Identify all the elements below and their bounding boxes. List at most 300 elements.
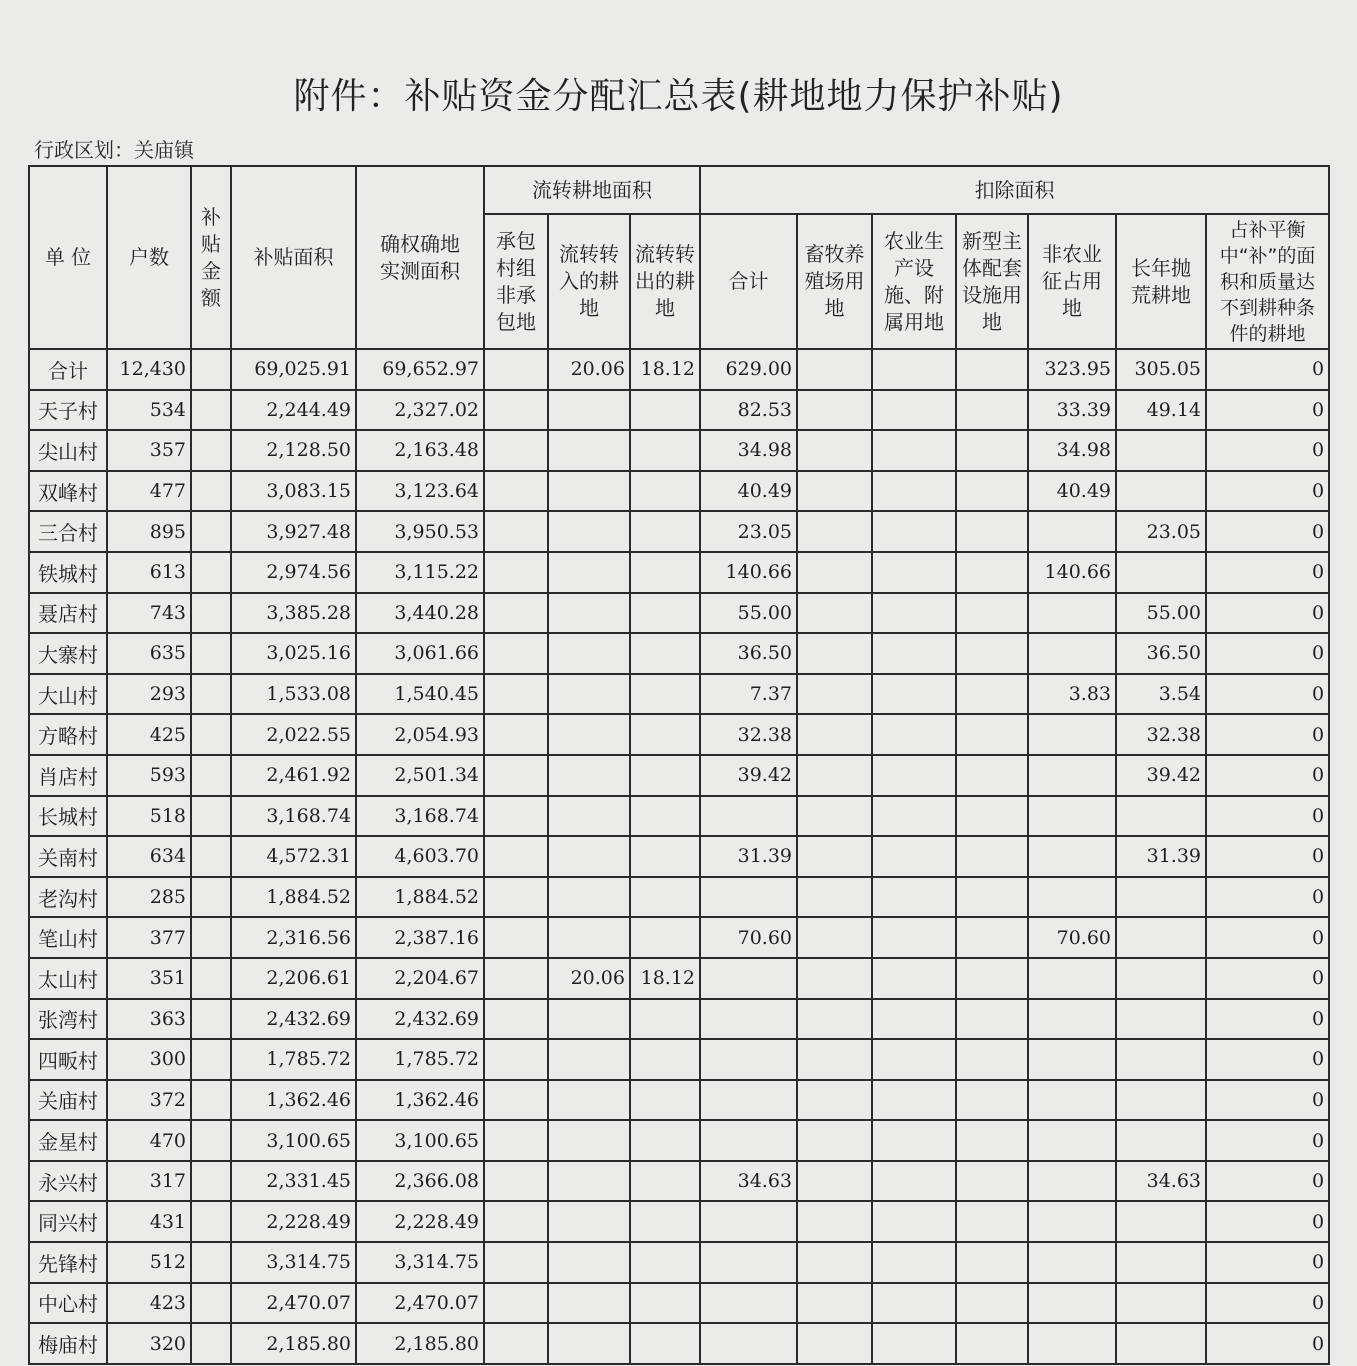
- cell-t-in: [548, 552, 630, 593]
- cell-abandoned: 31.39: [1116, 836, 1206, 877]
- cell-t-out: [630, 999, 700, 1040]
- cell-t-out: [630, 1080, 700, 1121]
- cell-t-out: [630, 674, 700, 715]
- cell-abandoned: 3.54: [1116, 674, 1206, 715]
- cell-confirmed: 3,061.66: [356, 633, 484, 674]
- cell-t-out: [630, 1161, 700, 1202]
- cell-amount: [191, 836, 231, 877]
- cell-abandoned: [1116, 1242, 1206, 1283]
- cell-t-in: [548, 1039, 630, 1080]
- cell-nonagri: [1028, 796, 1116, 837]
- cell-entity: [956, 552, 1028, 593]
- table-row: [29, 877, 1329, 918]
- cell-facility: [872, 999, 956, 1040]
- cell-amount: [191, 999, 231, 1040]
- cell-livestock: [797, 430, 872, 471]
- cell-name: 三合村: [29, 511, 107, 552]
- cell-entity: [956, 999, 1028, 1040]
- cell-balance: 0: [1206, 674, 1329, 715]
- cell-t-out: [630, 1323, 700, 1364]
- table-row: [29, 390, 1329, 431]
- cell-balance: 0: [1206, 1201, 1329, 1242]
- cell-confirmed: 1,785.72: [356, 1039, 484, 1080]
- cell-t-in: [548, 390, 630, 431]
- cell-contract: [484, 349, 548, 390]
- cell-area: 1,362.46: [231, 1080, 356, 1121]
- cell-entity: [956, 511, 1028, 552]
- cell-contract: [484, 917, 548, 958]
- cell-nonagri: [1028, 1283, 1116, 1324]
- cell-facility: [872, 917, 956, 958]
- cell-households: 613: [107, 552, 191, 593]
- cell-t-out: [630, 917, 700, 958]
- cell-nonagri: [1028, 836, 1116, 877]
- cell-d-total: [700, 1120, 797, 1161]
- cell-nonagri: [1028, 1120, 1116, 1161]
- cell-t-in: [548, 430, 630, 471]
- cell-area: 2,461.92: [231, 755, 356, 796]
- cell-amount: [191, 511, 231, 552]
- cell-confirmed: 2,204.67: [356, 958, 484, 999]
- cell-livestock: [797, 552, 872, 593]
- header-abandoned: 长年抛荒耕地: [1116, 214, 1206, 349]
- header-subsidy-amount: 补贴金额: [191, 166, 231, 349]
- cell-t-out: [630, 1201, 700, 1242]
- cell-confirmed: 69,652.97: [356, 349, 484, 390]
- cell-facility: [872, 836, 956, 877]
- cell-name: 同兴村: [29, 1201, 107, 1242]
- cell-t-in: [548, 1080, 630, 1121]
- cell-entity: [956, 471, 1028, 512]
- cell-entity: [956, 430, 1028, 471]
- cell-confirmed: 2,054.93: [356, 714, 484, 755]
- cell-nonagri: [1028, 755, 1116, 796]
- total-row: [29, 349, 1329, 390]
- cell-d-total: 82.53: [700, 390, 797, 431]
- cell-t-out: [630, 1283, 700, 1324]
- cell-contract: [484, 796, 548, 837]
- cell-nonagri: 323.95: [1028, 349, 1116, 390]
- cell-contract: [484, 755, 548, 796]
- cell-abandoned: 55.00: [1116, 593, 1206, 634]
- cell-contract: [484, 593, 548, 634]
- cell-contract: [484, 390, 548, 431]
- cell-t-out: [630, 796, 700, 837]
- cell-balance: 0: [1206, 877, 1329, 918]
- cell-confirmed: 3,314.75: [356, 1242, 484, 1283]
- cell-confirmed: 2,228.49: [356, 1201, 484, 1242]
- cell-confirmed: 2,327.02: [356, 390, 484, 431]
- cell-abandoned: [1116, 552, 1206, 593]
- cell-area: 2,228.49: [231, 1201, 356, 1242]
- cell-facility: [872, 511, 956, 552]
- cell-contract: [484, 999, 548, 1040]
- cell-households: 357: [107, 430, 191, 471]
- cell-t-out: [630, 430, 700, 471]
- cell-households: 377: [107, 917, 191, 958]
- header-new-entity: 新型主体配套设施用地: [956, 214, 1028, 349]
- cell-facility: [872, 1283, 956, 1324]
- cell-households: 285: [107, 877, 191, 918]
- cell-t-out: [630, 390, 700, 431]
- header-transfer-out: 流转转出的耕地: [630, 214, 700, 349]
- cell-d-total: 31.39: [700, 836, 797, 877]
- cell-confirmed: 3,168.74: [356, 796, 484, 837]
- cell-t-out: [630, 511, 700, 552]
- cell-name: 四畈村: [29, 1039, 107, 1080]
- cell-contract: [484, 1242, 548, 1283]
- cell-nonagri: [1028, 511, 1116, 552]
- cell-d-total: 36.50: [700, 633, 797, 674]
- header-nonagri: 非农业征占用地: [1028, 214, 1116, 349]
- cell-amount: [191, 958, 231, 999]
- cell-facility: [872, 552, 956, 593]
- cell-amount: [191, 552, 231, 593]
- cell-t-out: [630, 1039, 700, 1080]
- cell-balance: 0: [1206, 511, 1329, 552]
- cell-facility: [872, 430, 956, 471]
- cell-d-total: 23.05: [700, 511, 797, 552]
- table-row: [29, 1120, 1329, 1161]
- cell-confirmed: 2,432.69: [356, 999, 484, 1040]
- cell-d-total: [700, 958, 797, 999]
- cell-name: 方略村: [29, 714, 107, 755]
- cell-name: 中心村: [29, 1283, 107, 1324]
- cell-area: 69,025.91: [231, 349, 356, 390]
- cell-d-total: 34.98: [700, 430, 797, 471]
- cell-households: 512: [107, 1242, 191, 1283]
- cell-contract: [484, 633, 548, 674]
- cell-livestock: [797, 836, 872, 877]
- cell-livestock: [797, 633, 872, 674]
- cell-t-in: [548, 836, 630, 877]
- cell-t-out: [630, 471, 700, 512]
- table-row: [29, 1242, 1329, 1283]
- cell-nonagri: 33.39: [1028, 390, 1116, 431]
- cell-facility: [872, 1323, 956, 1364]
- table-row: [29, 999, 1329, 1040]
- cell-balance: 0: [1206, 999, 1329, 1040]
- cell-t-out: 18.12: [630, 349, 700, 390]
- header-transfer-group: 流转耕地面积: [484, 166, 700, 214]
- cell-d-total: [700, 1080, 797, 1121]
- cell-amount: [191, 1323, 231, 1364]
- cell-facility: [872, 1201, 956, 1242]
- cell-households: 518: [107, 796, 191, 837]
- cell-amount: [191, 755, 231, 796]
- cell-name: 金星村: [29, 1120, 107, 1161]
- cell-households: 372: [107, 1080, 191, 1121]
- cell-households: 423: [107, 1283, 191, 1324]
- cell-livestock: [797, 1242, 872, 1283]
- cell-d-total: 55.00: [700, 593, 797, 634]
- cell-households: 293: [107, 674, 191, 715]
- cell-abandoned: [1116, 1120, 1206, 1161]
- cell-households: 477: [107, 471, 191, 512]
- cell-t-in: [548, 999, 630, 1040]
- cell-t-out: [630, 552, 700, 593]
- cell-contract: [484, 1080, 548, 1121]
- header-balance: 占补平衡中“补”的面积和质量达不到耕种条件的耕地: [1206, 214, 1329, 349]
- cell-balance: 0: [1206, 917, 1329, 958]
- header-deduct-group: 扣除面积: [700, 166, 1329, 214]
- cell-entity: [956, 796, 1028, 837]
- cell-confirmed: 2,387.16: [356, 917, 484, 958]
- cell-name: 永兴村: [29, 1161, 107, 1202]
- cell-d-total: [700, 1201, 797, 1242]
- cell-entity: [956, 1323, 1028, 1364]
- cell-livestock: [797, 1323, 872, 1364]
- cell-contract: [484, 674, 548, 715]
- cell-livestock: [797, 917, 872, 958]
- cell-balance: 0: [1206, 1039, 1329, 1080]
- cell-abandoned: [1116, 958, 1206, 999]
- cell-d-total: 40.49: [700, 471, 797, 512]
- cell-area: 2,206.61: [231, 958, 356, 999]
- cell-name: 长城村: [29, 796, 107, 837]
- cell-contract: [484, 836, 548, 877]
- cell-facility: [872, 796, 956, 837]
- cell-abandoned: 34.63: [1116, 1161, 1206, 1202]
- cell-contract: [484, 1201, 548, 1242]
- cell-nonagri: 3.83: [1028, 674, 1116, 715]
- cell-t-in: [548, 714, 630, 755]
- cell-contract: [484, 1120, 548, 1161]
- cell-households: 320: [107, 1323, 191, 1364]
- cell-area: 4,572.31: [231, 836, 356, 877]
- cell-confirmed: 2,501.34: [356, 755, 484, 796]
- cell-d-total: [700, 796, 797, 837]
- cell-households: 743: [107, 593, 191, 634]
- cell-confirmed: 2,470.07: [356, 1283, 484, 1324]
- cell-entity: [956, 877, 1028, 918]
- cell-area: 1,884.52: [231, 877, 356, 918]
- cell-balance: 0: [1206, 552, 1329, 593]
- cell-nonagri: [1028, 958, 1116, 999]
- cell-amount: [191, 1201, 231, 1242]
- cell-abandoned: [1116, 796, 1206, 837]
- cell-abandoned: 49.14: [1116, 390, 1206, 431]
- cell-name: 关南村: [29, 836, 107, 877]
- cell-livestock: [797, 1120, 872, 1161]
- cell-balance: 0: [1206, 714, 1329, 755]
- cell-nonagri: [1028, 999, 1116, 1040]
- cell-entity: [956, 1242, 1028, 1283]
- cell-t-out: [630, 714, 700, 755]
- cell-t-out: [630, 755, 700, 796]
- cell-livestock: [797, 674, 872, 715]
- cell-abandoned: [1116, 1201, 1206, 1242]
- cell-entity: [956, 917, 1028, 958]
- cell-balance: 0: [1206, 1283, 1329, 1324]
- table-row: [29, 836, 1329, 877]
- cell-livestock: [797, 714, 872, 755]
- cell-abandoned: 23.05: [1116, 511, 1206, 552]
- cell-area: 2,316.56: [231, 917, 356, 958]
- cell-confirmed: 2,163.48: [356, 430, 484, 471]
- cell-t-out: 18.12: [630, 958, 700, 999]
- cell-facility: [872, 633, 956, 674]
- cell-entity: [956, 958, 1028, 999]
- cell-name: 合计: [29, 349, 107, 390]
- cell-nonagri: [1028, 593, 1116, 634]
- cell-households: 425: [107, 714, 191, 755]
- cell-name: 先锋村: [29, 1242, 107, 1283]
- table-row: [29, 1323, 1329, 1364]
- cell-d-total: 34.63: [700, 1161, 797, 1202]
- cell-name: 关庙村: [29, 1080, 107, 1121]
- cell-facility: [872, 714, 956, 755]
- table-row: [29, 1039, 1329, 1080]
- cell-amount: [191, 917, 231, 958]
- cell-confirmed: 2,185.80: [356, 1323, 484, 1364]
- cell-entity: [956, 1161, 1028, 1202]
- cell-amount: [191, 349, 231, 390]
- cell-facility: [872, 471, 956, 512]
- cell-confirmed: 1,884.52: [356, 877, 484, 918]
- cell-balance: 0: [1206, 593, 1329, 634]
- cell-d-total: [700, 1039, 797, 1080]
- cell-livestock: [797, 471, 872, 512]
- document-title: 附件：补贴资金分配汇总表(耕地地力保护补贴): [293, 76, 1064, 117]
- cell-t-out: [630, 1120, 700, 1161]
- cell-livestock: [797, 1039, 872, 1080]
- cell-facility: [872, 958, 956, 999]
- table-row: [29, 430, 1329, 471]
- cell-households: 431: [107, 1201, 191, 1242]
- cell-area: 3,083.15: [231, 471, 356, 512]
- cell-t-in: [548, 1161, 630, 1202]
- cell-balance: 0: [1206, 471, 1329, 512]
- cell-confirmed: 3,950.53: [356, 511, 484, 552]
- header-deduct-total: 合计: [700, 214, 797, 349]
- cell-amount: [191, 430, 231, 471]
- cell-contract: [484, 471, 548, 512]
- cell-households: 12,430: [107, 349, 191, 390]
- cell-households: 351: [107, 958, 191, 999]
- cell-contract: [484, 1283, 548, 1324]
- cell-nonagri: [1028, 1242, 1116, 1283]
- cell-households: 300: [107, 1039, 191, 1080]
- cell-amount: [191, 714, 231, 755]
- cell-amount: [191, 1161, 231, 1202]
- cell-name: 铁城村: [29, 552, 107, 593]
- cell-t-in: 20.06: [548, 349, 630, 390]
- cell-entity: [956, 633, 1028, 674]
- cell-abandoned: [1116, 877, 1206, 918]
- cell-t-in: [548, 593, 630, 634]
- cell-entity: [956, 593, 1028, 634]
- cell-contract: [484, 714, 548, 755]
- cell-d-total: [700, 1283, 797, 1324]
- cell-facility: [872, 1120, 956, 1161]
- cell-contract: [484, 511, 548, 552]
- cell-facility: [872, 349, 956, 390]
- cell-abandoned: [1116, 999, 1206, 1040]
- cell-balance: 0: [1206, 349, 1329, 390]
- cell-balance: 0: [1206, 1080, 1329, 1121]
- header-subsidy-area: 补贴面积: [231, 166, 356, 349]
- cell-t-in: 20.06: [548, 958, 630, 999]
- cell-entity: [956, 714, 1028, 755]
- cell-name: 笔山村: [29, 917, 107, 958]
- table-row: [29, 1161, 1329, 1202]
- cell-t-in: [548, 796, 630, 837]
- cell-amount: [191, 593, 231, 634]
- cell-name: 太山村: [29, 958, 107, 999]
- cell-livestock: [797, 1161, 872, 1202]
- cell-entity: [956, 349, 1028, 390]
- cell-area: 2,432.69: [231, 999, 356, 1040]
- cell-nonagri: 70.60: [1028, 917, 1116, 958]
- cell-livestock: [797, 1080, 872, 1121]
- cell-area: 3,314.75: [231, 1242, 356, 1283]
- cell-area: 3,168.74: [231, 796, 356, 837]
- cell-nonagri: [1028, 1161, 1116, 1202]
- cell-confirmed: 3,440.28: [356, 593, 484, 634]
- cell-balance: 0: [1206, 1120, 1329, 1161]
- cell-area: 2,128.50: [231, 430, 356, 471]
- cell-nonagri: [1028, 1201, 1116, 1242]
- cell-area: 2,185.80: [231, 1323, 356, 1364]
- cell-abandoned: [1116, 1080, 1206, 1121]
- cell-balance: 0: [1206, 390, 1329, 431]
- header-contract-nonfarm: 承包村组非承包地: [484, 214, 548, 349]
- cell-balance: 0: [1206, 430, 1329, 471]
- cell-name: 双峰村: [29, 471, 107, 512]
- cell-facility: [872, 877, 956, 918]
- cell-entity: [956, 1283, 1028, 1324]
- table-row: [29, 552, 1329, 593]
- cell-balance: 0: [1206, 958, 1329, 999]
- cell-nonagri: [1028, 1080, 1116, 1121]
- cell-households: 317: [107, 1161, 191, 1202]
- cell-area: 1,533.08: [231, 674, 356, 715]
- cell-t-in: [548, 633, 630, 674]
- cell-entity: [956, 1120, 1028, 1161]
- cell-balance: 0: [1206, 1242, 1329, 1283]
- cell-d-total: 39.42: [700, 755, 797, 796]
- cell-t-in: [548, 1242, 630, 1283]
- table-row: [29, 633, 1329, 674]
- cell-balance: 0: [1206, 836, 1329, 877]
- cell-entity: [956, 674, 1028, 715]
- cell-entity: [956, 390, 1028, 431]
- cell-d-total: 140.66: [700, 552, 797, 593]
- cell-t-in: [548, 917, 630, 958]
- cell-nonagri: [1028, 877, 1116, 918]
- cell-t-in: [548, 1120, 630, 1161]
- cell-name: 大寨村: [29, 633, 107, 674]
- cell-t-out: [630, 877, 700, 918]
- cell-facility: [872, 593, 956, 634]
- header-unit: 单 位: [29, 166, 107, 349]
- cell-abandoned: 305.05: [1116, 349, 1206, 390]
- cell-livestock: [797, 593, 872, 634]
- cell-households: 534: [107, 390, 191, 431]
- cell-livestock: [797, 390, 872, 431]
- cell-area: 1,785.72: [231, 1039, 356, 1080]
- cell-t-out: [630, 1242, 700, 1283]
- cell-livestock: [797, 958, 872, 999]
- cell-area: 2,331.45: [231, 1161, 356, 1202]
- cell-t-in: [548, 1323, 630, 1364]
- header-livestock: 畜牧养殖场用地: [797, 214, 872, 349]
- cell-confirmed: 3,123.64: [356, 471, 484, 512]
- cell-livestock: [797, 349, 872, 390]
- cell-abandoned: [1116, 1039, 1206, 1080]
- table-row: [29, 511, 1329, 552]
